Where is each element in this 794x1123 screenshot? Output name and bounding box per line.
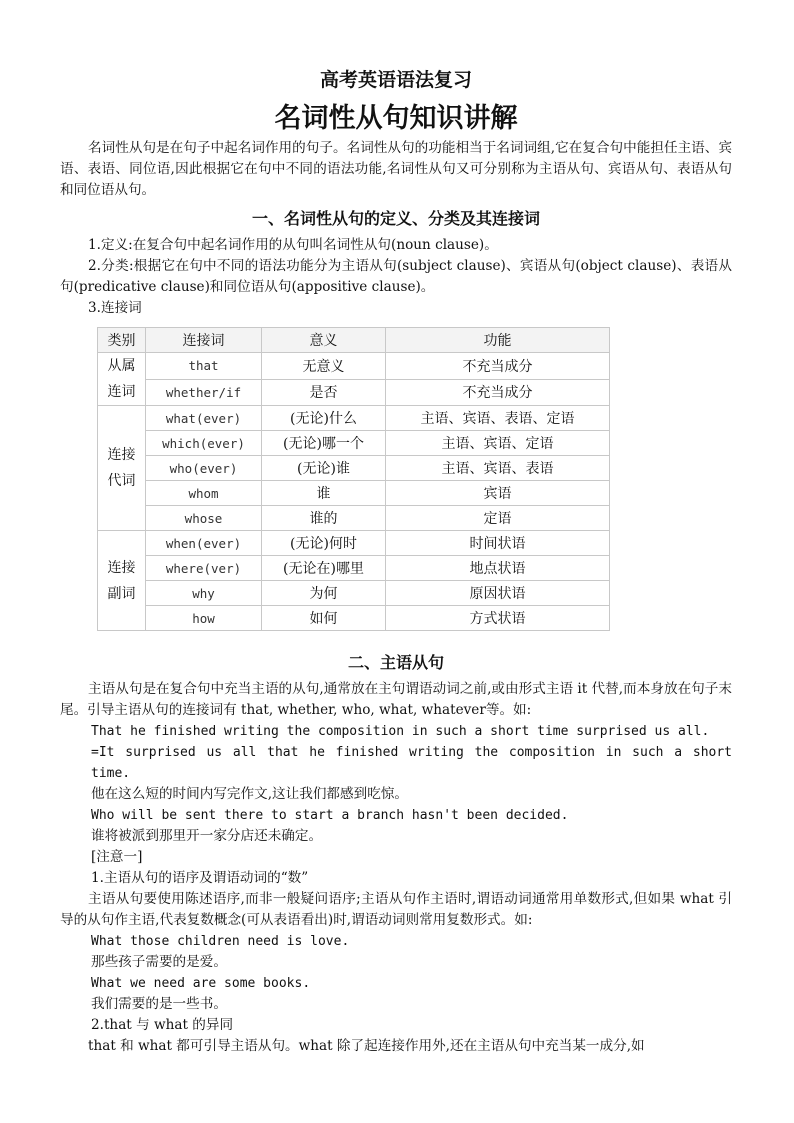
header-category: 类别 [98,328,146,353]
meaning-cell: (无论)谁 [262,456,386,481]
function-cell: 原因状语 [386,581,610,606]
example-en: What we need are some books. [91,976,311,991]
example-en-alt: =It surprised us all that he finished writing the composition in such a short time. [91,745,732,781]
meaning-cell: 如何 [262,606,386,631]
classification-line: 2.分类:根据它在句中不同的语法功能分为主语从句(subject clause)、宾语从句(object clause)、表语从句(predicative clause)和同位语从句(appositive clause)。 [60,258,732,295]
meaning-cell: 谁的 [262,506,386,531]
example-en: What those children need is love. [91,934,350,949]
example-cn: 谁将被派到那里开一家分店还未确定。 [91,828,323,844]
meaning-cell: 为何 [262,581,386,606]
meaning-cell: 无意义 [262,353,386,380]
table-row [98,406,610,431]
section2-heading: 二、主语从句 [347,653,444,672]
connective-word: whether/if [146,379,262,406]
meaning-cell: (无论)什么 [262,406,386,431]
meaning-cell: (无论)何时 [262,531,386,556]
example-cn: 他在这么短的时间内写完作文,这让我们都感到吃惊。 [91,786,408,802]
connective-word: why [146,581,262,606]
note1-body: 主语从句要使用陈述语序,而非一般疑问语序;主语从句作主语时,谓语动词通常用单数形式,但如果 what 引导的从句作主语,代表复数概念(可从表语看出)时,谓语动词则常用复数形式。如: [60,891,732,928]
table-row [98,556,610,581]
connective-word: who(ever) [146,456,262,481]
table-row [98,606,610,631]
function-cell: 主语、宾语、定语 [386,431,610,456]
category-cell: 连接 副词 [98,531,146,631]
example-en: That he finished writing the composition in such a short time surprised us all. [91,724,710,739]
definition-line: 1.定义:在复合句中起名词作用的从句叫名词性从句(noun clause)。 [88,237,498,253]
table-row [98,581,610,606]
category-cell: 从属 连词 [98,353,146,406]
connective-word: whom [146,481,262,506]
table-row [98,456,610,481]
document-subtitle: 高考英语语法复习 [319,69,472,91]
meaning-cell: 是否 [262,379,386,406]
table-row [98,481,610,506]
function-cell: 不充当成分 [386,379,610,406]
table-row [98,506,610,531]
connective-word: which(ever) [146,431,262,456]
function-cell: 不充当成分 [386,353,610,380]
connectives-label: 3.连接词 [88,300,142,316]
table-row [98,431,610,456]
connective-word: where(ver) [146,556,262,581]
note2-title: 2.that 与 what 的异同 [91,1017,234,1033]
function-cell: 方式状语 [386,606,610,631]
table-header-row [98,328,610,353]
header-connective: 连接词 [146,328,262,353]
note2-body: that 和 what 都可引导主语从句。what 除了起连接作用外,还在主语从句中充当某一成分,如 [88,1038,645,1054]
example-en: Who will be sent there to start a branch hasn't been decided. [91,808,569,823]
header-meaning: 意义 [262,328,386,353]
connectives-table [97,327,610,631]
document-title: 名词性从句知识讲解 [274,103,518,134]
note1-title: 1.主语从句的语序及谓语动词的“数” [91,870,309,886]
note-label: [注意一] [91,849,143,865]
function-cell: 主语、宾语、表语 [386,456,610,481]
meaning-cell: 谁 [262,481,386,506]
intro-paragraph: 名词性从句是在句子中起名词作用的句子。名词性从句的功能相当于名词词组,它在复合句中能担任主语、宾语、表语、同位语,因此根据它在句中不同的语法功能,名词性从句又可分别称为主语从句、宾语从句、表语从句和同位语从句。 [60,140,732,198]
header-function: 功能 [386,328,610,353]
document-page [60,66,732,1057]
function-cell: 定语 [386,506,610,531]
connective-word: how [146,606,262,631]
example-cn: 我们需要的是一些书。 [91,996,227,1012]
function-cell: 宾语 [386,481,610,506]
function-cell: 时间状语 [386,531,610,556]
table-row [98,379,610,406]
category-cell: 连接 代词 [98,406,146,531]
connective-word: what(ever) [146,406,262,431]
meaning-cell: (无论)哪一个 [262,431,386,456]
connective-word: whose [146,506,262,531]
connective-word: that [146,353,262,380]
table-row [98,353,610,380]
meaning-cell: (无论在)哪里 [262,556,386,581]
example-cn: 那些孩子需要的是爱。 [91,954,227,970]
function-cell: 地点状语 [386,556,610,581]
subject-clause-intro: 主语从句是在复合句中充当主语的从句,通常放在主句谓语动词之前,或由形式主语 it 代替,而本身放在句子末尾。引导主语从句的连接词有 that, whether, who, what, whatever等。如: [60,681,732,718]
function-cell: 主语、宾语、表语、定语 [386,406,610,431]
table-row [98,531,610,556]
section1-heading: 一、名词性从句的定义、分类及其连接词 [251,209,540,228]
connective-word: when(ever) [146,531,262,556]
